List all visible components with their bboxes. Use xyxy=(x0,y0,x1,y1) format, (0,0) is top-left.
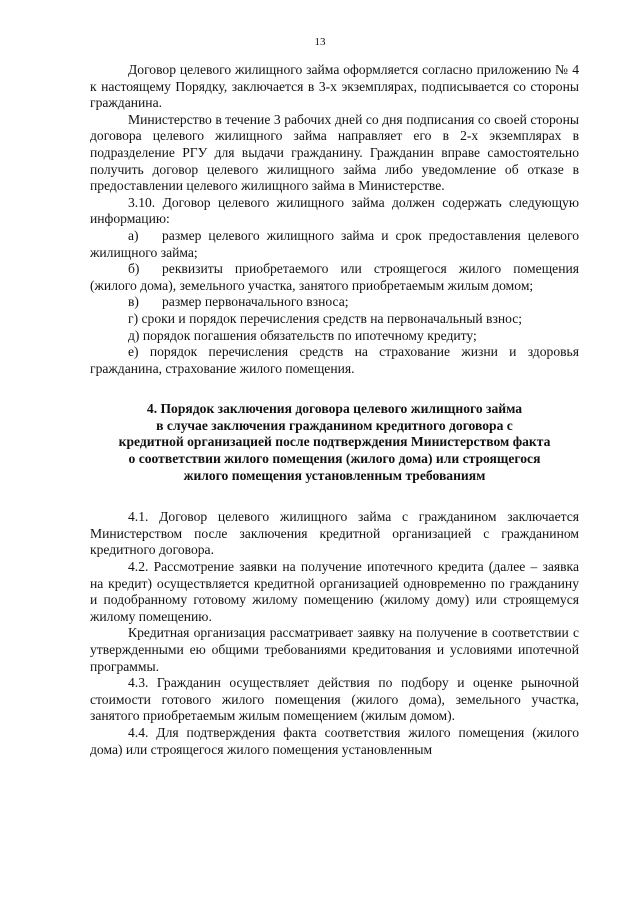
list-text: размер первоначального взноса; xyxy=(162,294,349,310)
list-item xyxy=(90,294,579,311)
heading-line: в случае заключения гражданином кредитного договора с xyxy=(156,417,513,433)
list-text: сроки и порядок перечисления средств на первоначальный взнос; xyxy=(141,310,523,326)
heading-line: кредитной организацией после подтверждения Министерством факта xyxy=(118,434,551,450)
list-text: порядок перечисления средств на страхование жизни и здоровья гражданина, страхование жилого помещения. xyxy=(90,344,579,376)
list-marker: д) xyxy=(128,327,140,343)
list-item xyxy=(90,228,579,261)
paragraph: 4.4. Для подтверждения факта соответствия жилого помещения (жилого дома) или строящегося жилого помещения установленным xyxy=(90,724,579,757)
paragraph: Министерство в течение 3 рабочих дней со дня подписания со своей стороны договора целевого жилищного займа направляет его в 2-х экземплярах в подразделение РГУ для выдачи гражданину. Гражданин вправе самостоятельно получить договор целевого жилищного займа либо уведомление об отказе в предоставлении целевого жилищного займа в Министерстве. xyxy=(90,111,579,194)
heading-line: о соответствии жилого помещения (жилого дома) или строящегося xyxy=(128,451,541,467)
paragraph: Договор целевого жилищного займа оформляется согласно приложению № 4 к настоящему Порядку, заключается в 3-х экземплярах, подписывается со стороны гражданина. xyxy=(90,62,579,111)
paragraph: 4.1. Договор целевого жилищного займа с гражданином заключается Министерством после заключения кредитной организацией с гражданином кредитного договора. xyxy=(90,509,579,558)
page-number: 13 xyxy=(314,36,326,48)
list-item xyxy=(90,344,579,377)
list-marker: г) xyxy=(128,310,139,326)
list-item xyxy=(90,261,579,294)
list-text: реквизиты приобретаемого или строящегося жилого помещения (жилого дома), земельного участка, занятого приобретаемым жилым домом; xyxy=(90,261,579,293)
list-marker: б) xyxy=(128,261,140,277)
paragraph: 4.2. Рассмотрение заявки на получение ипотечного кредита (далее – заявка на кредит) осуществляется кредитной организацией одновременно по гражданину и подобранному готовому жилому помещению (жилому дому) или строящемуся жилому помещению. xyxy=(90,559,579,624)
list-item xyxy=(90,328,579,345)
list-marker: в) xyxy=(128,294,139,310)
list-text: размер целевого жилищного займа и срок предоставления целевого жилищного займа; xyxy=(90,227,579,260)
list-item xyxy=(90,311,579,328)
paragraph: Кредитная организация рассматривает заявку на получение в соответствии с утвержденными ею общими требованиями кредитования и условиями ипотечной программы. xyxy=(90,625,579,674)
heading-line: жилого помещения установленным требованиям xyxy=(183,467,486,483)
document-body xyxy=(90,62,579,758)
list-marker: а) xyxy=(128,227,139,243)
list-text: порядок погашения обязательств по ипотечному кредиту; xyxy=(142,327,477,343)
list-marker: е) xyxy=(128,344,139,360)
section-heading xyxy=(90,401,579,484)
paragraph: 3.10. Договор целевого жилищного займа должен содержать следующую информацию: xyxy=(90,194,579,227)
paragraph: 4.3. Гражданин осуществляет действия по подбору и оценке рыночной стоимости готового жилого помещения (жилого дома), земельного участка, занятого приобретаемым жилым помещением (жилым домом). xyxy=(90,675,579,724)
heading-line: 4. Порядок заключения договора целевого жилищного займа xyxy=(146,401,523,417)
